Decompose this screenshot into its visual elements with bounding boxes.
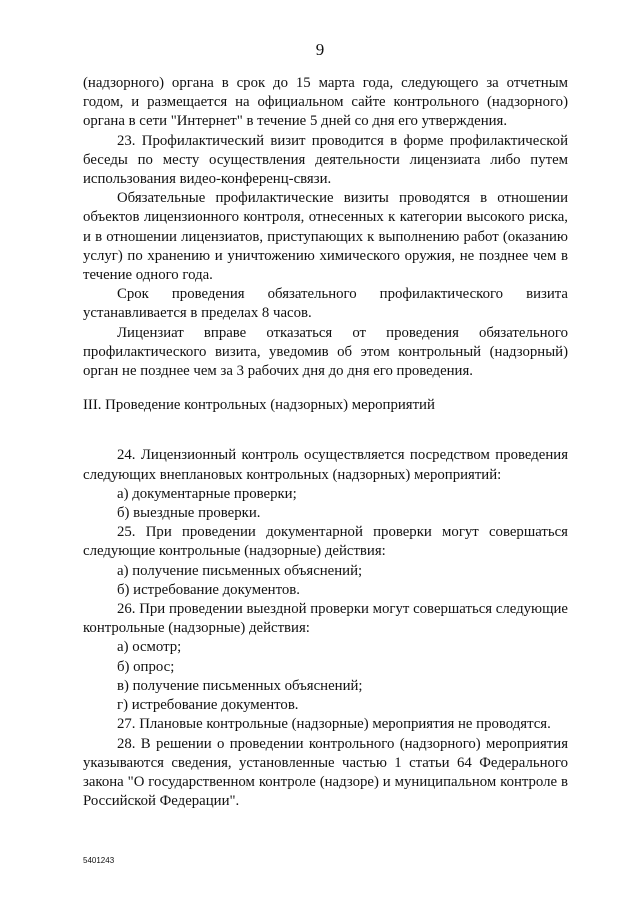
section-heading: III. Проведение контрольных (надзорных) мероприятий [83,397,435,414]
page-number: 9 [315,40,325,59]
list-item-25a: а) получение письменных объяснений; [117,562,363,579]
paragraph-24: 24. Лицензионный контроль осуществляется посредством проведения следующих внеплановых контрольных (надзорных) мероприятий: [83,447,568,483]
paragraph-27: 27. Плановые контрольные (надзорные) мероприятия не проводятся. [117,716,551,733]
paragraph-continuation: (надзорного) органа в срок до 15 марта года, следующего за отчетным годом, и размещается на официальном сайте контрольного (надзорного) органа в сети "Интернет" в течение 5 дней со дня его утверждения. [83,75,568,130]
paragraph-26: 26. При проведении выездной проверки могут совершаться следующие контрольные (надзорные) действия: [83,601,568,637]
paragraph-28: 28. В решении о проведении контрольного (надзорного) мероприятия указываются сведения, установленные частью 1 статьи 64 Федерального закона "О государственном контроле (надзоре) и муниципальном контроле в Российской Федерации". [83,735,568,810]
list-item-26d: г) истребование документов. [117,697,299,714]
paragraph-obligatory-visits: Обязательные профилактические визиты проводятся в отношении объектов лицензионного контроля, отнесенных к категории высокого риска, и в отношении лицензиатов, приступающих к выполнению работ (оказанию услуг) по хранению и уничтожению химического оружия, не позднее чем в течение одного года. [83,190,568,284]
paragraph-25: 25. При проведении документарной проверки могут совершаться следующие контрольные (надзорные) действия: [83,524,568,560]
paragraph-visit-term: Срок проведения обязательного профилактического визита устанавливается в пределах 8 часов. [83,286,568,322]
document-code: 5401243 [83,856,115,865]
list-item-26a: а) осмотр; [117,639,182,656]
paragraph-23: 23. Профилактический визит проводится в форме профилактической беседы по месту осуществления деятельности лицензиата либо путем использования видео-конференц-связи. [83,132,568,188]
document-body [83,74,568,811]
list-item-26b: б) опрос; [117,658,175,675]
list-item-24b: б) выездные проверки. [117,505,261,522]
list-item-26c: в) получение письменных объяснений; [117,677,363,694]
list-item-25b: б) истребование документов. [117,581,300,598]
paragraph-licensee-refusal: Лицензиат вправе отказаться от проведения обязательного профилактического визита, уведомив об этом контрольный (надзорный) орган не позднее чем за 3 рабочих дня до дня его проведения. [83,324,568,380]
list-item-24a: а) документарные проверки; [117,485,297,502]
